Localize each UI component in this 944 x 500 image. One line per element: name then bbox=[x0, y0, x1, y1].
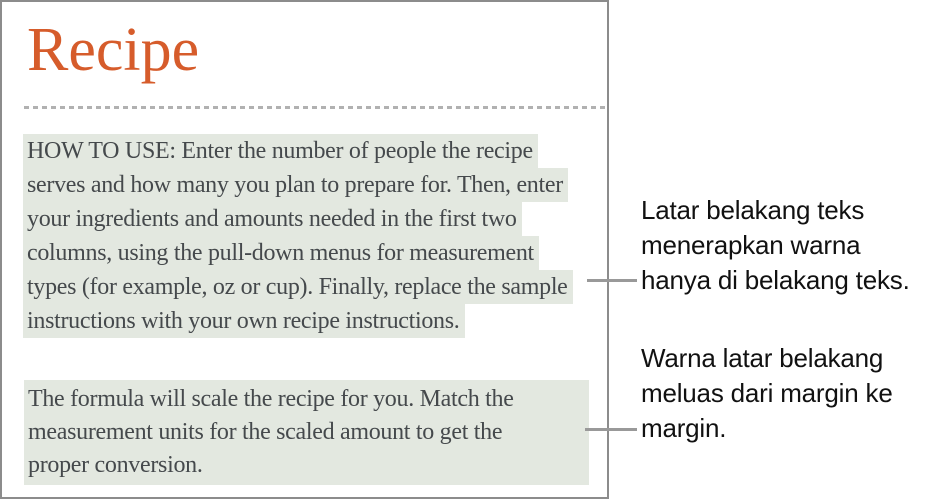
callout-line: margin. bbox=[641, 413, 727, 443]
callout-line: menerapkan warna bbox=[641, 230, 861, 260]
callout-line: meluas dari margin ke bbox=[641, 378, 893, 408]
text-line: The formula will scale the recipe for you. Match the bbox=[28, 386, 514, 412]
text-highlight: types (for example, oz or cup). Finally, replace the sample bbox=[23, 270, 573, 304]
callout-line: hanya di belakang teks. bbox=[641, 265, 910, 295]
text-line bbox=[23, 202, 598, 236]
text-highlight: serves and how many you plan to prepare for. Then, enter bbox=[23, 168, 568, 202]
text-line bbox=[23, 168, 598, 202]
text-highlight: HOW TO USE: Enter the number of people the recipe bbox=[23, 134, 538, 168]
text-line bbox=[23, 134, 598, 168]
callout-line: Latar belakang teks bbox=[641, 195, 865, 225]
text-line bbox=[23, 304, 598, 338]
callout-line: Warna latar belakang bbox=[641, 343, 884, 373]
text-highlight: instructions with your own recipe instructions. bbox=[23, 304, 465, 338]
text-line: proper conversion. bbox=[28, 452, 203, 478]
text-line bbox=[23, 236, 598, 270]
text-line bbox=[23, 270, 598, 304]
paragraph-text-highlight bbox=[23, 134, 598, 338]
text-line: measurement units for the scaled amount to get the bbox=[28, 419, 503, 445]
paragraph-margin-highlight bbox=[24, 380, 589, 485]
text-highlight: columns, using the pull-down menus for measurement bbox=[23, 236, 539, 270]
connector-line-1 bbox=[587, 279, 637, 282]
text-highlight: your ingredients and amounts needed in the first two bbox=[23, 202, 522, 236]
callout-text-background bbox=[641, 193, 910, 298]
callout-margin-background bbox=[641, 341, 893, 446]
connector-line-2 bbox=[585, 428, 637, 431]
dotted-divider bbox=[24, 106, 607, 109]
page-title: Recipe bbox=[27, 16, 200, 84]
